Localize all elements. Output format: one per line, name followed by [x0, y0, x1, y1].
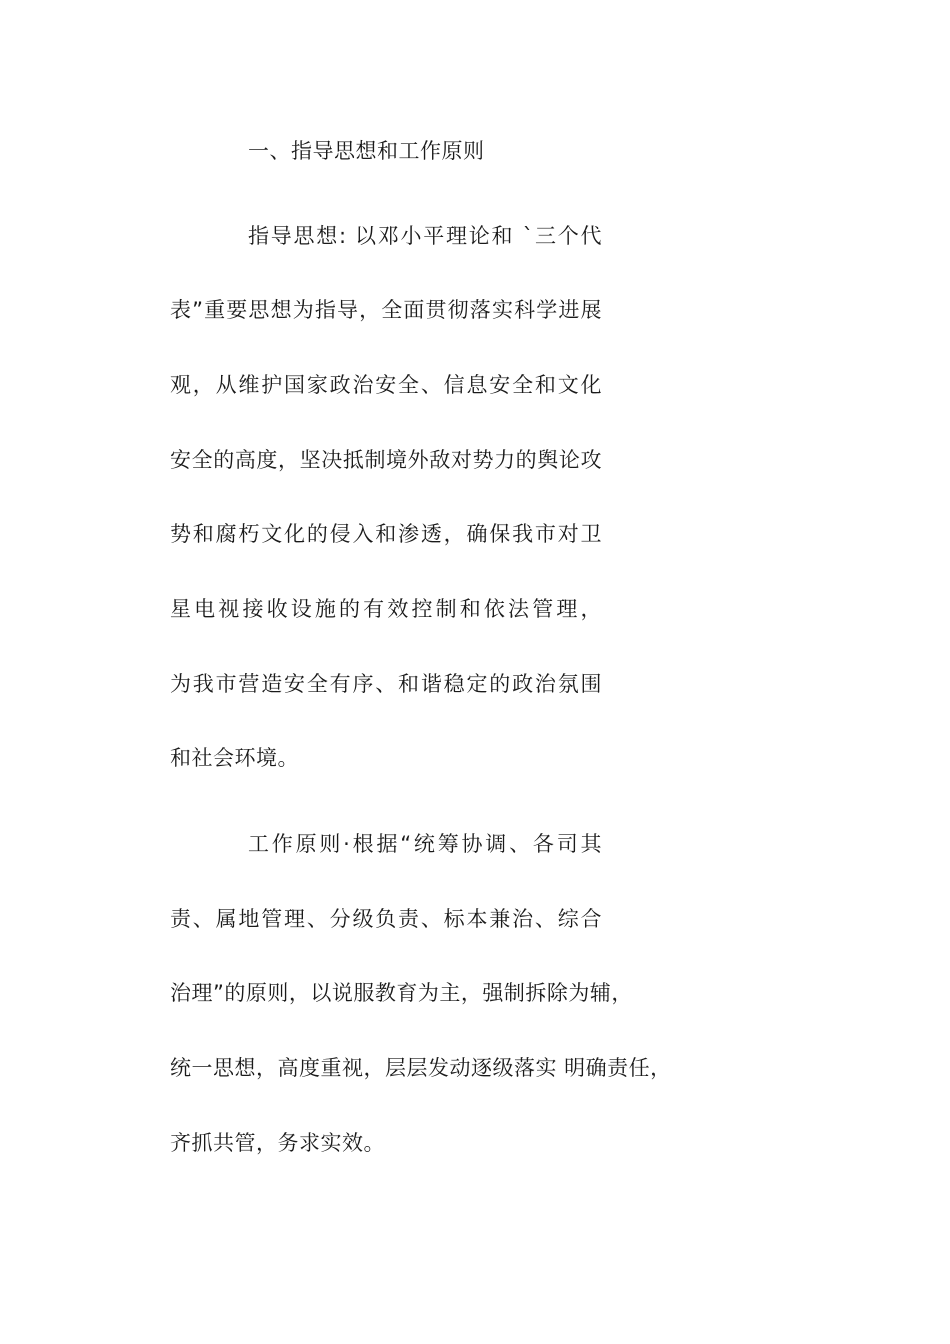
guiding-line-8: 和社会环境。 [170, 746, 299, 770]
principle-line-1: 工作原则·根据“统筹协调、各司其 [248, 832, 602, 856]
principle-line-4: 统一思想，高度重视，层层发动逐级落实 明确责任， [170, 1056, 672, 1080]
principle-line-2: 责、属地管理、分级负责、标本兼治、综合 [170, 907, 602, 931]
section-heading: 一、指导思想和工作原则 [248, 139, 485, 163]
guiding-line-6: 星电视接收设施的有效控制和依法管理， [170, 597, 602, 621]
guiding-line-3: 观，从维护国家政治安全、信息安全和文化 [170, 373, 602, 397]
principle-line-3: 治理”的原则，以说服教育为主，强制拆除为辅， [170, 981, 633, 1005]
guiding-line-4: 安全的高度，坚决抵制境外敌对势力的舆论攻 [170, 448, 602, 472]
guiding-line-1: 指导思想: 以邓小平理论和 `三个代 [248, 224, 602, 248]
guiding-line-5: 势和腐朽文化的侵入和渗透，确保我市对卫 [170, 522, 602, 546]
principle-line-5: 齐抓共管，务求实效。 [170, 1131, 385, 1155]
guiding-line-7: 为我市营造安全有序、和谐稳定的政治氛围 [170, 672, 602, 696]
guiding-line-2: 表”重要思想为指导，全面贯彻落实科学进展 [170, 298, 602, 322]
